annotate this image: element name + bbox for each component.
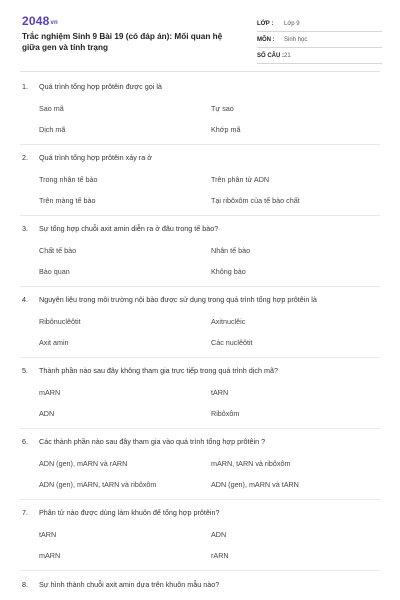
logo-suffix: vn: [50, 20, 58, 26]
answer-option[interactable]: Các nuclêôtit: [211, 338, 253, 347]
question-text: [22, 366, 382, 375]
meta-label: SỐ CÂU :: [257, 52, 284, 59]
question-prompt: Các thành phần nào sau đây tham gia vào quá trình tổng hợp prôtêin ?: [39, 437, 266, 446]
answer-option[interactable]: mARN, tARN và ribôxôm: [211, 459, 291, 468]
answer-option[interactable]: Tự sao: [211, 104, 234, 113]
answer-option[interactable]: Dịch mã: [39, 125, 66, 134]
question-text: [22, 580, 382, 589]
question-number: 1.: [22, 82, 28, 91]
meta-value: Lớp 9: [284, 20, 300, 27]
answer-option[interactable]: Khớp mã: [211, 125, 241, 134]
header-divider: [20, 71, 380, 72]
question-prompt: Quá trình tổng hợp prôtêin xảy ra ở: [39, 153, 152, 162]
question-divider: [20, 499, 380, 500]
answer-option[interactable]: Sao mã: [39, 104, 64, 113]
meta-value: Sinh học: [284, 36, 308, 43]
question-divider: [20, 215, 380, 216]
answer-option[interactable]: mARN: [39, 388, 61, 397]
answer-option[interactable]: Trên màng tế bào: [39, 196, 96, 205]
question-prompt: Nguyên liệu trong môi trường nội bào được sử dụng trong quá trình tổng hợp prôtêin là: [39, 295, 317, 304]
answer-option[interactable]: rARN: [211, 551, 229, 560]
meta-row-class: [257, 16, 382, 32]
question-prompt: Phân tử nào được dùng làm khuôn để tổng hợp prôtêin?: [39, 508, 220, 517]
question-number: 6.: [22, 437, 28, 446]
question-number: 3.: [22, 224, 28, 233]
question-text: [22, 508, 382, 517]
question-divider: [20, 570, 380, 571]
answer-option[interactable]: Nhân tế bào: [211, 246, 251, 255]
answer-option[interactable]: ADN (gen), mARN và rARN: [39, 459, 128, 468]
question-divider: [20, 286, 380, 287]
question-text: [22, 82, 382, 91]
answer-option[interactable]: tARN: [211, 388, 229, 397]
meta-row-subject: [257, 32, 382, 48]
question-divider: [20, 428, 380, 429]
meta-label: MÔN :: [257, 36, 275, 43]
meta-label: LỚP :: [257, 20, 274, 27]
question-text: [22, 295, 382, 304]
answer-option[interactable]: Bào quan: [39, 267, 70, 276]
quiz-meta: [257, 16, 382, 64]
page-title: Trắc nghiệm Sinh 9 Bài 19 (có đáp án): Mối quan hệ giữa gen và tính trạng: [22, 32, 223, 52]
question-number: 5.: [22, 366, 28, 375]
question-prompt: Thành phần nào sau đây không tham gia trực tiếp trong quá trình dịch mã?: [39, 366, 278, 375]
question-text: [22, 224, 382, 233]
question-number: 4.: [22, 295, 28, 304]
logo-text: 2048: [22, 14, 50, 28]
answer-option[interactable]: ADN: [39, 409, 55, 418]
question-divider: [20, 357, 380, 358]
question-text: [22, 153, 382, 162]
answer-option[interactable]: Ribônuclêôtit: [39, 317, 81, 326]
meta-row-count: [257, 48, 382, 64]
answer-option[interactable]: mARN: [39, 551, 61, 560]
answer-option[interactable]: Chất tế bào: [39, 246, 77, 255]
answer-option[interactable]: Trên phân tử ADN: [211, 175, 270, 184]
question-text: [22, 437, 382, 446]
answer-option[interactable]: Trong nhân tế bào: [39, 175, 98, 184]
question-prompt: Sự tổng hợp chuỗi axit amin diễn ra ở đâu trong tế bào?: [39, 224, 219, 233]
question-prompt: Sự hình thành chuỗi axit amin dựa trên khuôn mẫu nào?: [39, 580, 220, 589]
question-number: 7.: [22, 508, 28, 517]
site-logo[interactable]: [22, 14, 58, 28]
answer-option[interactable]: Không bào: [211, 267, 246, 276]
answer-option[interactable]: Ribôxôm: [211, 409, 240, 418]
question-number: 8.: [22, 580, 28, 589]
answer-option[interactable]: ADN: [211, 530, 227, 539]
answer-option[interactable]: ADN (gen), mARN và tARN: [211, 480, 299, 489]
answer-option[interactable]: Axit amin: [39, 338, 69, 347]
question-prompt: Quá trình tổng hợp prôtêin được gọi là: [39, 82, 162, 91]
answer-option[interactable]: tARN: [39, 530, 57, 539]
answer-option[interactable]: ADN (gen), mARN, tARN và ribôxôm: [39, 480, 157, 489]
answer-option[interactable]: Axitnuclêic: [211, 317, 246, 326]
question-divider: [20, 144, 380, 145]
answer-option[interactable]: Tại ribôxôm của tế bào chất: [211, 196, 300, 205]
header: [0, 0, 400, 67]
question-number: 2.: [22, 153, 28, 162]
meta-value: 21: [284, 52, 291, 59]
